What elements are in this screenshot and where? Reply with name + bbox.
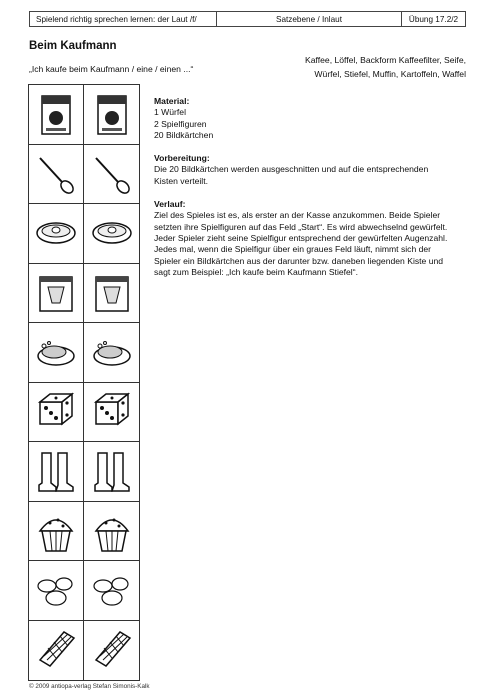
page-title: Beim Kaufmann [29, 40, 117, 52]
card-soap [29, 323, 84, 383]
material-item: 2 Spielfiguren [154, 118, 207, 129]
card-boots [29, 442, 84, 502]
coffee-icon [34, 90, 78, 138]
instructions [154, 96, 454, 290]
card-bundt-pan [84, 204, 139, 264]
card-soap [84, 323, 139, 383]
card-wafer [84, 621, 139, 681]
card-coffee [29, 85, 84, 145]
bundt-pan-icon [90, 209, 134, 257]
vorbereitung-heading: Vorbereitung: [154, 153, 210, 164]
card-dice [84, 383, 139, 443]
potatoes-icon [34, 566, 78, 614]
header-course: Spielend richtig sprechen lernen: der Laut /f/ [30, 12, 217, 26]
card-muffin [84, 502, 139, 562]
word-list [305, 53, 466, 81]
dice-icon [34, 388, 78, 436]
card-coffee-filter [29, 264, 84, 324]
verlauf-section [154, 199, 454, 278]
card-muffin [29, 502, 84, 562]
soap-icon [34, 328, 78, 376]
boots-icon [90, 447, 134, 495]
bundt-pan-icon [34, 209, 78, 257]
card-coffee [84, 85, 139, 145]
card-wafer [29, 621, 84, 681]
soap-icon [90, 328, 134, 376]
card-dice [29, 383, 84, 443]
potatoes-icon [90, 566, 134, 614]
coffee-filter-icon [90, 269, 134, 317]
material-heading: Material: [154, 96, 190, 106]
material-section [154, 96, 454, 141]
verlauf-heading: Verlauf: [154, 199, 186, 210]
picture-card-grid [28, 84, 140, 681]
header-level: Satzebene / Inlaut [217, 12, 402, 26]
vorbereitung-section [154, 153, 454, 187]
vorbereitung-text: Die 20 Bildkärtchen werden ausgeschnitten und auf die entsprechenden Kisten verteilt. [154, 164, 429, 186]
word-list-line-2: Würfel, Stiefel, Muffin, Kartoffeln, Waffel [314, 69, 466, 79]
copyright-footer: © 2009 antiopa-verlag Stefan Simonis-Kalk [29, 683, 150, 690]
card-spoon [84, 145, 139, 205]
material-item: 1 Würfel [154, 107, 186, 118]
word-list-line-1: Kaffee, Löffel, Backform Kaffeefilter, Seife, [305, 55, 466, 65]
muffin-icon [90, 507, 134, 555]
wafer-icon [90, 626, 134, 674]
card-potatoes [84, 561, 139, 621]
spoon-icon [34, 150, 78, 198]
verlauf-text: Ziel des Spieles ist es, als erster an der Kasse anzukommen. Beide Spieler setzten ihre Spielfiguren auf das Feld „Start“. Es wird abwechselnd gewürfelt. Jeder Spieler zieht seine Spielfigur entsprechend der gewürfelten Augenzahl. Jedes mal, wenn die Spielfigur über ein graues Feld läuft, nimmt sich der Spieler ein Bildkärtchen aus der darunter bzw. daneben liegenden Kiste und sagt zum Beispiel: „Ich kaufe beim Kaufmann Stiefel“. [154, 210, 448, 277]
header-exercise: Übung 17.2/2 [408, 14, 459, 24]
boots-icon [34, 447, 78, 495]
spoon-icon [90, 150, 134, 198]
card-spoon [29, 145, 84, 205]
dice-icon [90, 388, 134, 436]
coffee-icon [90, 90, 134, 138]
example-sentence: „Ich kaufe beim Kaufmann / eine / einen ...“ [29, 64, 194, 74]
material-item: 20 Bildkärtchen [154, 129, 214, 140]
coffee-filter-icon [34, 269, 78, 317]
card-boots [84, 442, 139, 502]
header-table [29, 11, 466, 27]
card-coffee-filter [84, 264, 139, 324]
wafer-icon [34, 626, 78, 674]
card-potatoes [29, 561, 84, 621]
muffin-icon [34, 507, 78, 555]
card-bundt-pan [29, 204, 84, 264]
